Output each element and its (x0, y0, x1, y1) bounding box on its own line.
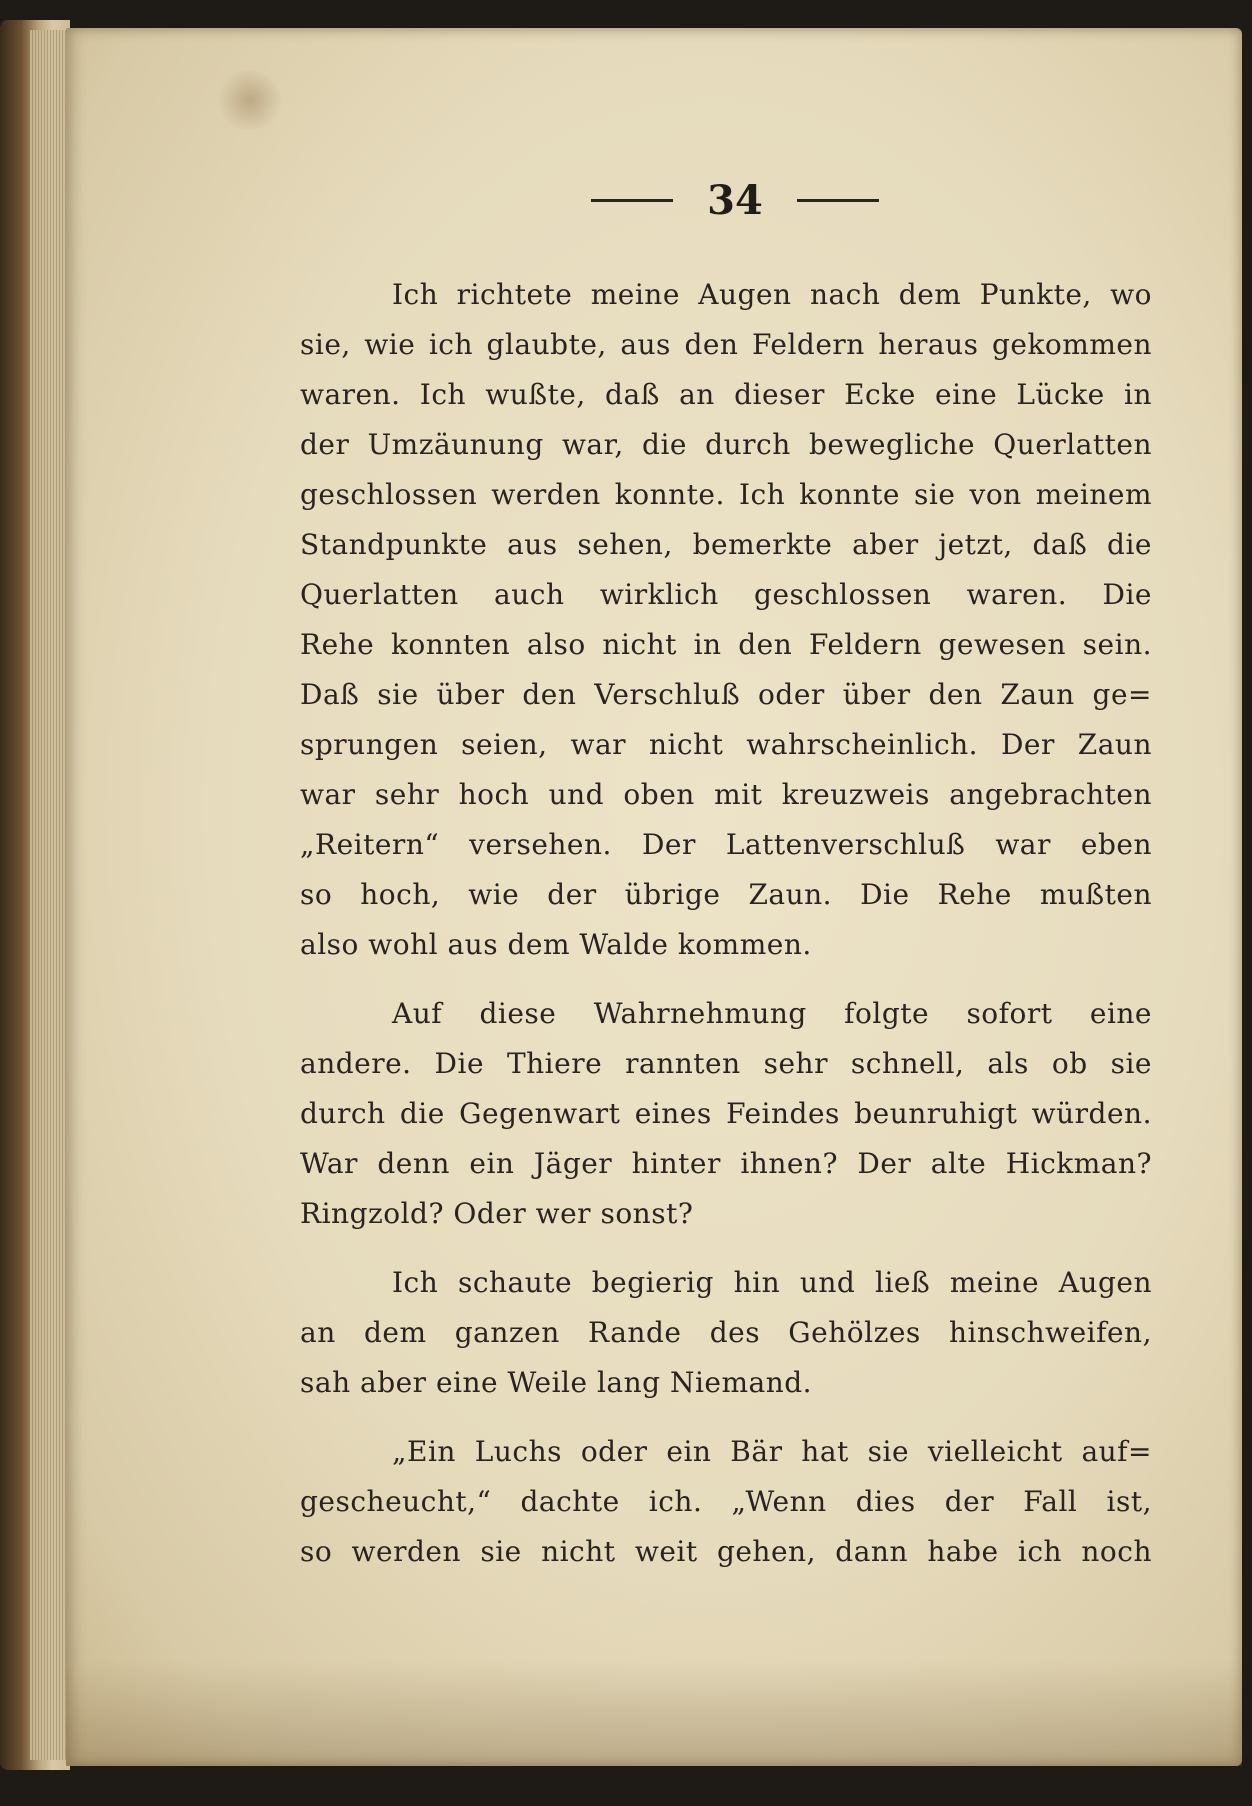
page-stain (215, 70, 285, 130)
text-line: Ich richtete meine Augen nach dem Punkte, wo (392, 278, 1152, 311)
text-line: waren. Ich wußte, daß an dieser Ecke eine Lücke in (300, 378, 1152, 411)
text-line: andere. Die Thiere rannten sehr schnell, als ob sie (300, 1047, 1152, 1080)
text-line: Ringzold? Oder wer sonst? (300, 1197, 694, 1230)
text-line: Rehe konnten also nicht in den Feldern gewesen sein. (300, 628, 1152, 661)
header-rule-right (797, 199, 879, 202)
text-line: Auf diese Wahrnehmung folgte sofort eine (392, 997, 1152, 1030)
page-number: 34 (707, 176, 763, 224)
text-line: durch die Gegenwart eines Feindes beunruhigt würden. (300, 1097, 1152, 1130)
body-text (300, 270, 1152, 1600)
paragraph (300, 270, 1152, 970)
page-header (560, 170, 910, 230)
text-line: sie, wie ich glaubte, aus den Feldern heraus gekommen (300, 328, 1152, 361)
text-line: sah aber eine Weile lang Niemand. (300, 1366, 813, 1399)
text-line: „Reitern“ versehen. Der Lattenverschluß war eben (300, 828, 1152, 861)
text-line: der Umzäunung war, die durch bewegliche Querlatten (300, 428, 1152, 461)
text-line: sprungen seien, war nicht wahrscheinlich. Der Zaun (300, 728, 1152, 761)
text-line: War denn ein Jäger hinter ihnen? Der alte Hickman? (300, 1147, 1152, 1180)
paragraph (300, 1258, 1152, 1408)
text-line: also wohl aus dem Walde kommen. (300, 928, 812, 961)
text-line: Querlatten auch wirklich geschlossen waren. Die (300, 578, 1152, 611)
text-line: so hoch, wie der übrige Zaun. Die Rehe mußten (300, 878, 1152, 911)
paragraph (300, 1427, 1152, 1577)
text-line: Ich schaute begierig hin und ließ meine Augen (392, 1266, 1152, 1299)
text-line: Daß sie über den Verschluß oder über den Zaun ge= (300, 678, 1152, 711)
text-line: Standpunkte aus sehen, bemerkte aber jetzt, daß die (300, 528, 1152, 561)
header-rule-left (591, 199, 673, 202)
text-line: an dem ganzen Rande des Gehölzes hinschweifen, (300, 1316, 1152, 1349)
text-line: „Ein Luchs oder ein Bär hat sie vielleicht auf= (392, 1435, 1152, 1468)
text-line: war sehr hoch und oben mit kreuzweis angebrachten (300, 778, 1152, 811)
text-line: geschlossen werden konnte. Ich konnte sie von meinem (300, 478, 1152, 511)
text-line: so werden sie nicht weit gehen, dann habe ich noch (300, 1535, 1152, 1568)
text-line: gescheucht,“ dachte ich. „Wenn dies der Fall ist, (300, 1485, 1152, 1518)
paragraph (300, 989, 1152, 1239)
